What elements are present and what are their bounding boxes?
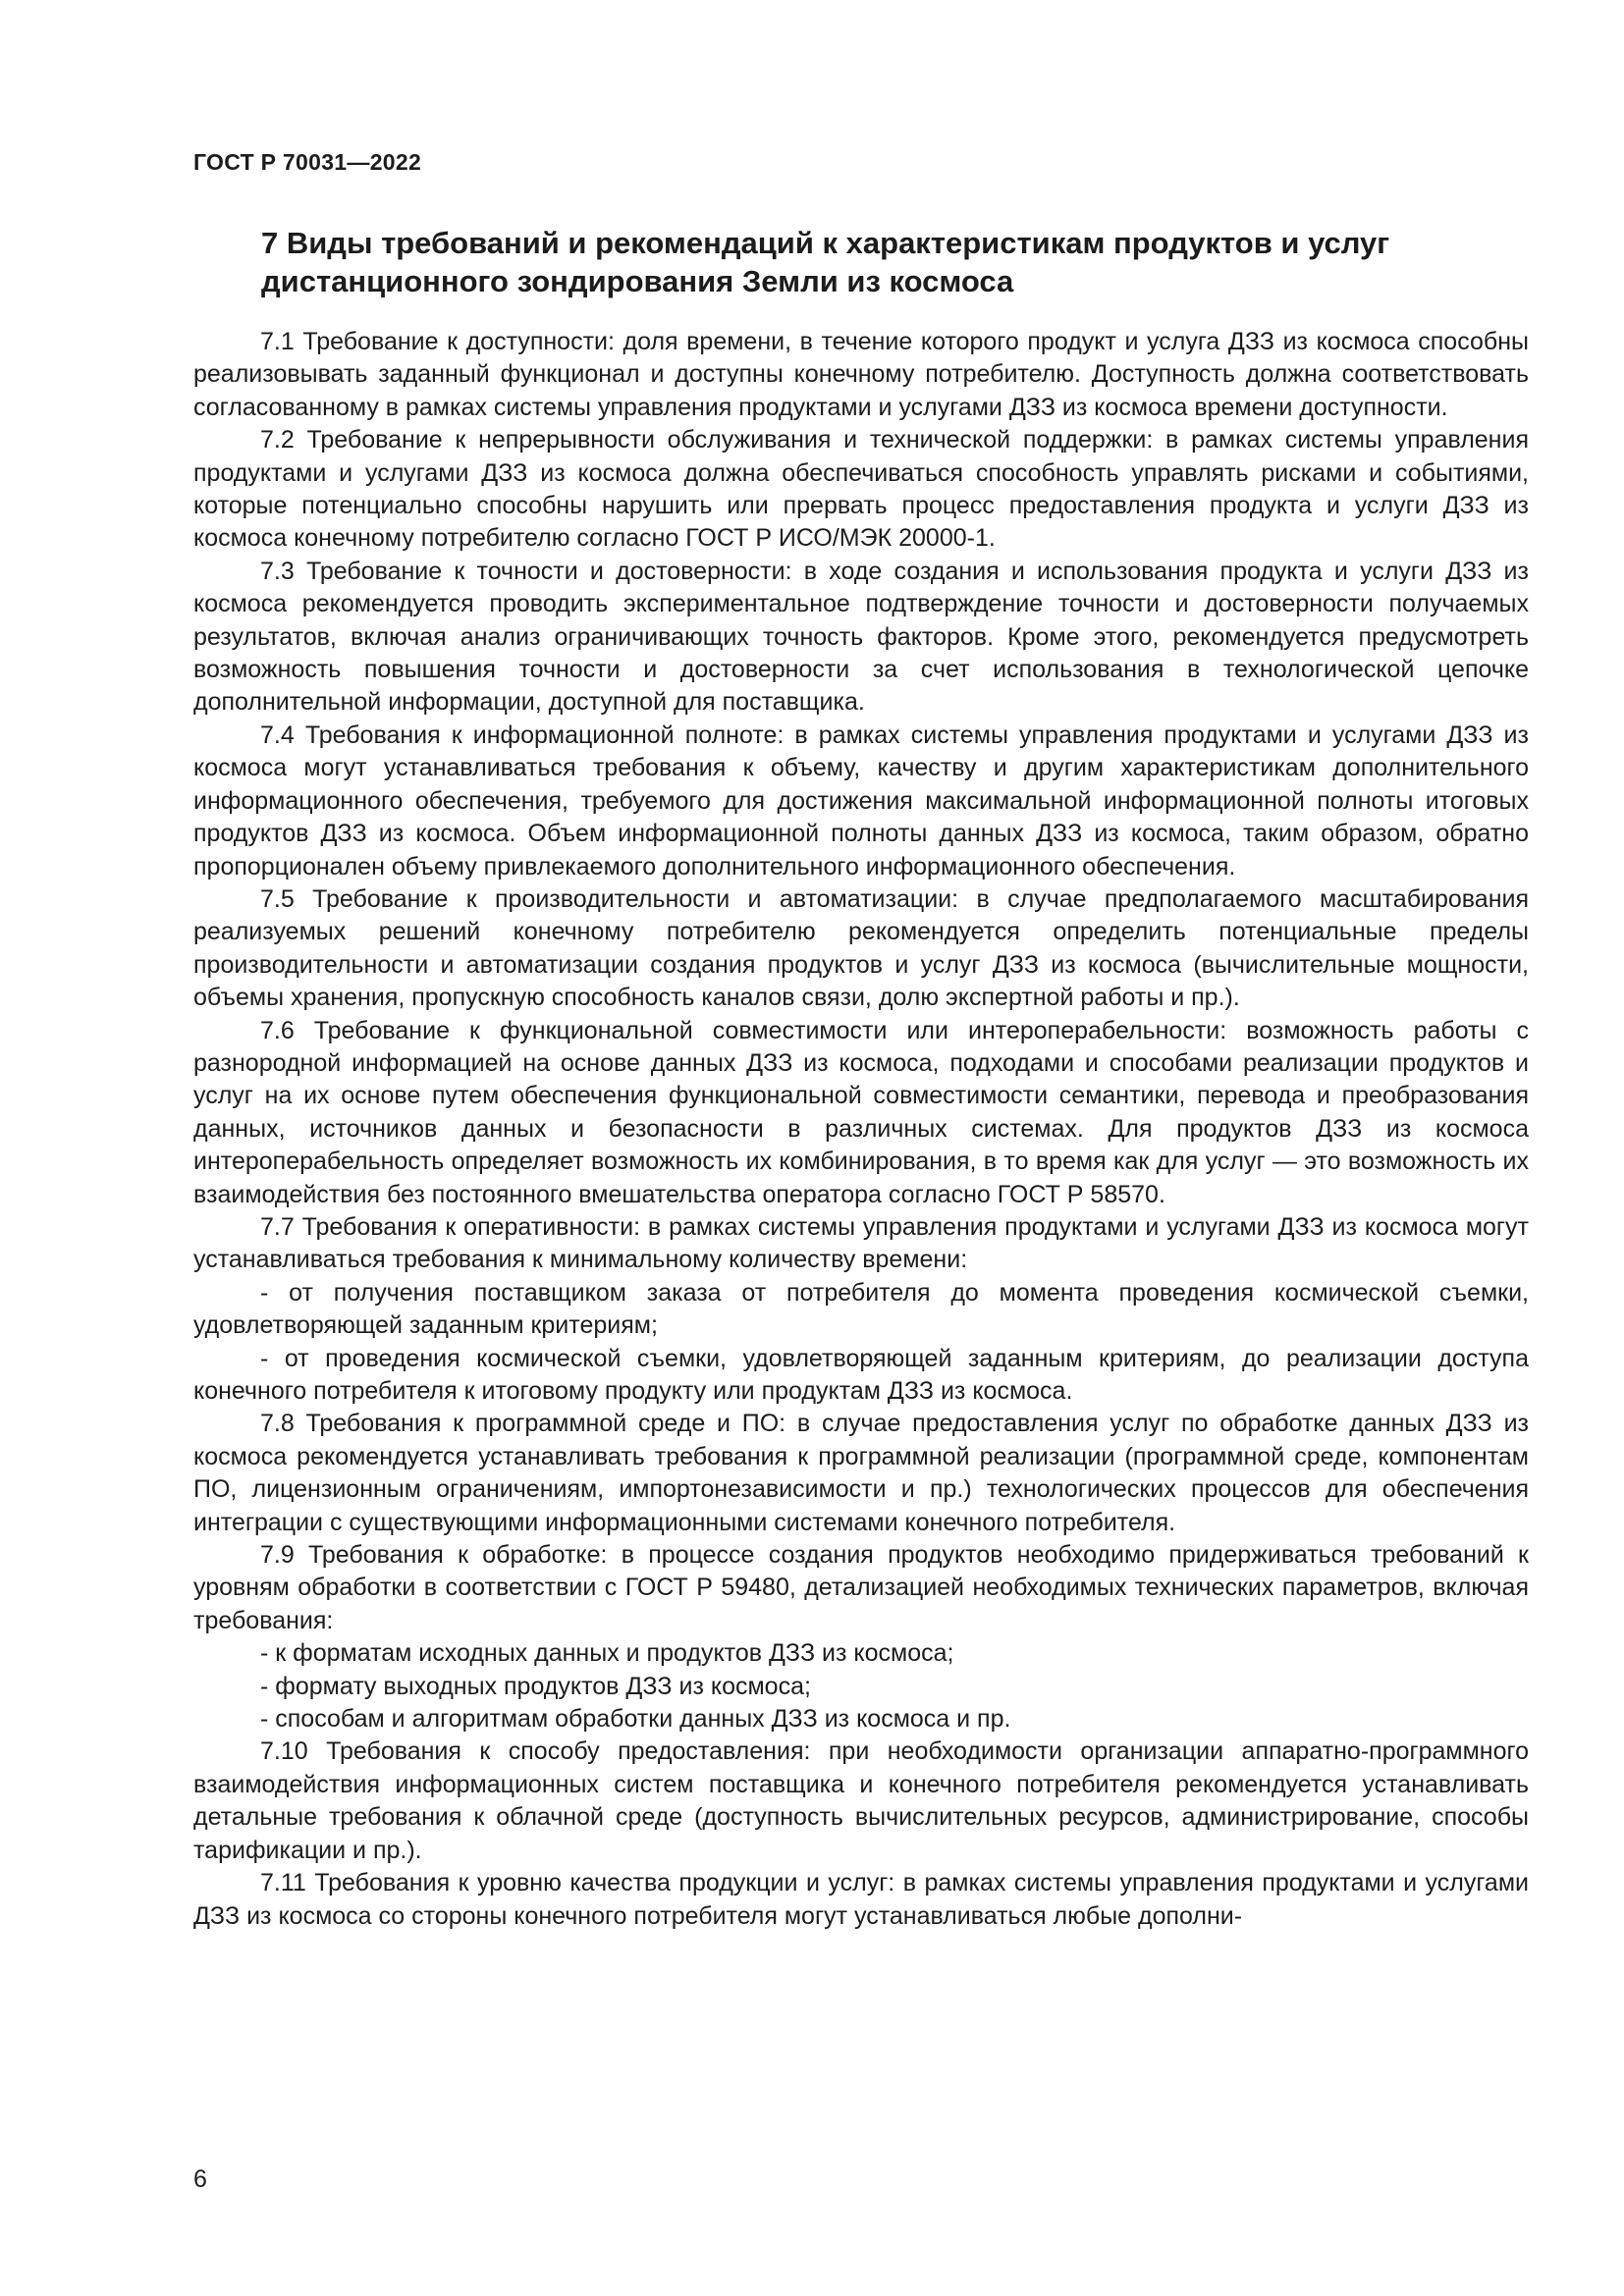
section-title: 7 Виды требований и рекомендаций к характеристикам продуктов и услуг дистанционного зондирования Земли из космоса (261, 226, 1390, 298)
list-item: - от получения поставщиком заказа от потребителя до момента проведения космической съемки, удовлетворяющей заданным критериям; (193, 1278, 1529, 1340)
paragraph-7-10: 7.10 Требования к способу предоставления: при необходимости организации аппаратно-программного взаимодействия информационных систем поставщика и конечного потребителя рекомендуется устанавливать детальные требования к облачной среде (доступность вычислительных ресурсов, администрирование, способы тарификации и пр.). (193, 1737, 1529, 1864)
list-item: - способам и алгоритмам обработки данных ДЗЗ из космоса и пр. (260, 1705, 1011, 1734)
paragraph-7-11: 7.11 Требования к уровню качества продукции и услуг: в рамках системы управления продуктами и услугами ДЗЗ из космоса со стороны конечного потребителя могут устанавливаться любые дополни- (193, 1869, 1529, 1930)
document-code-header: ГОСТ Р 70031—2022 (193, 149, 422, 175)
paragraph-7-8: 7.8 Требования к программной среде и ПО: в случае предоставления услуг по обработке данных ДЗЗ из космоса рекомендуется устанавливать требования к программной реализации (программной среде, компонентам ПО, лицензионным ограничениям, импортонезависимости и пр.) технологических процессов для обеспечения интеграции с существующими информационными системами конечного потребителя. (193, 1410, 1529, 1536)
body-text (193, 326, 1529, 1933)
list-item: - к форматам исходных данных и продуктов ДЗЗ из космоса; (260, 1639, 954, 1668)
paragraph-7-1: 7.1 Требование к доступности: доля времени, в течение которого продукт и услуга ДЗЗ из космоса способны реализовывать заданный функционал и доступны конечному потребителю. Доступность должна соответствовать согласованному в рамках системы управления продуктами и услугами ДЗЗ из космоса времени доступности. (193, 328, 1529, 421)
list-item: - от проведения космической съемки, удовлетворяющей заданным критериям, до реализации доступа конечного потребителя к итоговому продукту или продуктам ДЗЗ из космоса. (193, 1344, 1529, 1405)
paragraph-7-4: 7.4 Требования к информационной полноте: в рамках системы управления продуктами и услугами ДЗЗ из космоса могут устанавливаться требования к объему, качеству и другим характеристикам дополнительного информационного обеспечения, требуемого для достижения максимальной информационной полноты итоговых продуктов ДЗЗ из космоса. Объем информационной полноты данных ДЗЗ из космоса, таким образом, обратно пропорционален объему привлекаемого дополнительного информационного обеспечения. (193, 721, 1529, 881)
list-item: - формату выходных продуктов ДЗЗ из космоса; (260, 1672, 811, 1700)
paragraph-7-7: 7.7 Требования к оперативности: в рамках системы управления продуктами и услугами ДЗЗ из космоса могут устанавливаться требования к минимальному количеству времени: (193, 1212, 1529, 1274)
paragraph-7-6: 7.6 Требование к функциональной совместимости или интероперабельности: возможность работы с разнородной информацией на основе данных ДЗЗ из космоса, подходами и способами реализации продуктов и услуг на их основе путем обеспечения функциональной совместимости семантики, перевода и преобразования данных, источников данных и безопасности в различных системах. Для продуктов ДЗЗ из космоса интероперабельность определяет возможность их комбинирования, в то время как для услуг — это возможность их взаимодействия без постоянного вмешательства оператора согласно ГОСТ Р 58570. (193, 1016, 1529, 1208)
paragraph-7-2: 7.2 Требование к непрерывности обслуживания и технической поддержки: в рамках системы управления продуктами и услугами ДЗЗ из космоса должна обеспечиваться способность управлять рисками и событиями, которые потенциально способны нарушить или прервать процесс предоставления продукта и услуги ДЗЗ из космоса конечному потребителю согласно ГОСТ Р ИСО/МЭК 20000-1. (193, 426, 1529, 553)
page-number: 6 (193, 2165, 207, 2193)
paragraph-7-9: 7.9 Требования к обработке: в процессе создания продуктов необходимо придерживаться требований к уровням обработки в соответствии с ГОСТ Р 59480, детализацией необходимых технических параметров, включая требования: (193, 1541, 1529, 1634)
paragraph-7-5: 7.5 Требование к производительности и автоматизации: в случае предполагаемого масштабирования реализуемых решений конечному потребителю рекомендуется определить потенциальные пределы производительности и автоматизации создания продуктов и услуг ДЗЗ из космоса (вычислительные мощности, объемы хранения, пропускную способность каналов связи, долю экспертной работы и пр.). (193, 884, 1529, 1012)
paragraph-7-3: 7.3 Требование к точности и достоверности: в ходе создания и использования продукта и услуги ДЗЗ из космоса рекомендуется проводить экспериментальное подтверждение точности и достоверности получаемых результатов, включая анализ ограничивающих точность факторов. Кроме этого, рекомендуется предусмотреть возможность повышения точности и достоверности за счет использования в технологической цепочке дополнительной информации, доступной для поставщика. (193, 557, 1529, 717)
